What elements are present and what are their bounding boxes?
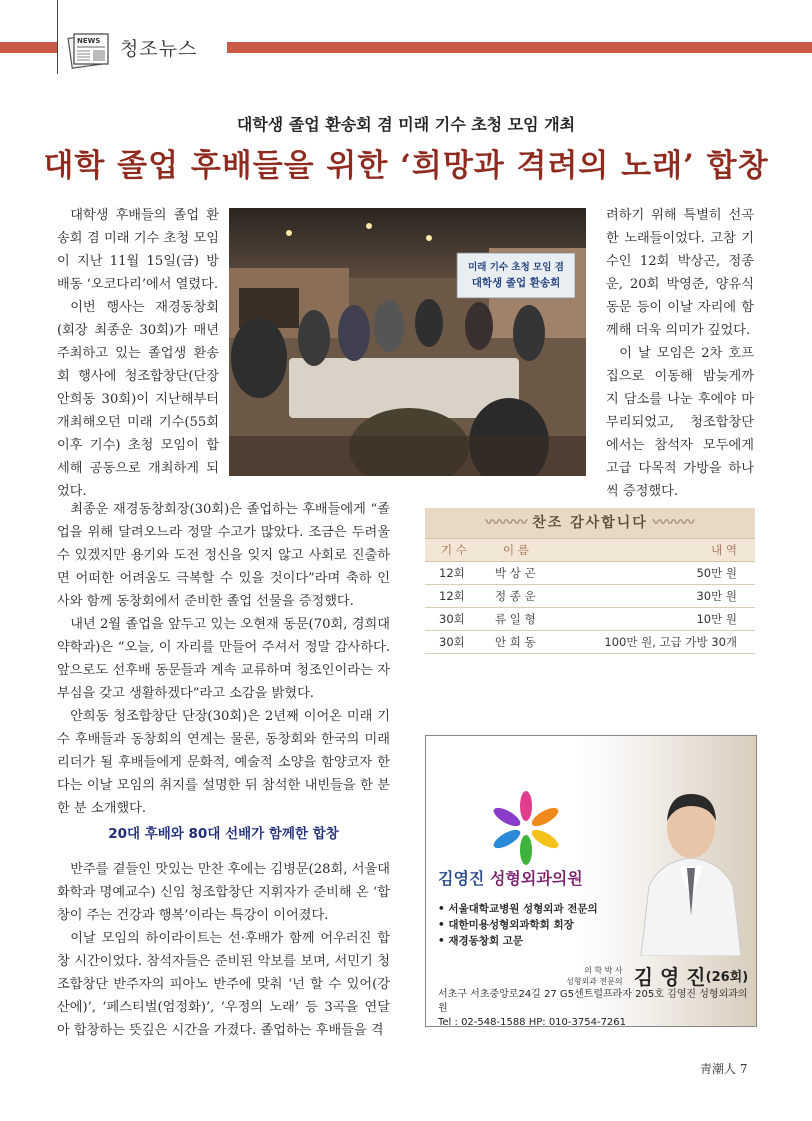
doctor-credentials <box>438 901 598 949</box>
donation-gisu: 30회 <box>439 635 465 649</box>
header-bar <box>227 42 812 53</box>
header-bar <box>0 42 57 53</box>
donation-name: 류 일 형 <box>495 612 536 626</box>
article-column-main <box>57 498 390 820</box>
donation-amount: 100만 원, 고급 가방 30개 <box>604 635 737 649</box>
doctor-portrait <box>631 766 751 956</box>
donation-table <box>425 508 755 654</box>
donation-row <box>425 631 755 654</box>
paragraph: 안희동 청조합창단 단장(30회)은 2년째 이어온 미래 기수 후배들과 동창회의 연계는 물론, 동창회와 한국의 미래 리더가 될 후배들에게 문화적, 예술적 소양을 함양코자 한다는 이날 모임의 취지를 설명한 뒤 참석한 내빈들을 한 분 한 분 소개했다. <box>57 709 390 816</box>
donation-gisu: 30회 <box>439 612 465 626</box>
paragraph: 이날 모임의 하이라이트는 선·후배가 함께 어우러진 합창 시간이었다. 참석자들은 준비된 악보를 보며, 서민기 청조합창단 반주자의 피아노 반주에 맞춰 ‘넌 할 수 있어(강산에)’, ‘페스티벌(엄정화)’, ‘우정의 노래’ 등 3곡을 연달아 합창하는 뜻깊은 시간을 가졌다. 졸업하는 후배들을 격 <box>57 931 390 1038</box>
article-subtitle: 대학생 졸업 환송회 겸 미래 기수 초청 모임 개최 <box>236 115 576 134</box>
credential-item: • 재경동창회 고문 <box>438 935 524 947</box>
paragraph: 최종운 재경동창회장(30회)은 졸업하는 후배들에게 “졸업을 위해 달려오느라 정말 수고가 많았다. 조금은 두려울 수 있겠지만 용기와 도전 정신을 잊지 않고 사회로 진출하면 어떠한 어려움도 극복할 수 있을 것이다”라며 축하 인사와 함께 동창회에서 준비한 졸업 선물을 증정했다. <box>57 502 390 609</box>
donation-row <box>425 585 755 608</box>
credential-item: • 대한미용성형외과학회 회장 <box>438 919 574 931</box>
donation-name: 박 상 곤 <box>495 566 536 580</box>
donation-row <box>425 608 755 631</box>
event-photo <box>229 208 586 476</box>
article-subheading: 20대 후배와 80대 선배가 함께한 합창 <box>108 826 339 842</box>
column-header-name: 이 름 <box>503 543 529 557</box>
donation-name: 안 희 동 <box>495 635 536 649</box>
paragraph: 려하기 위해 특별히 선곡한 노래들이었다. 고참 기수인 12회 박상곤, 정종운, 20회 박영준, 양유식 동문 등이 이날 자리에 함께해 더욱 의미가 깊었다. <box>606 208 754 338</box>
svg-text:NEWS: NEWS <box>77 37 101 45</box>
clinic-advertisement <box>425 735 757 1027</box>
photo-banner-line1: 미래 기수 초청 모임 겸 <box>468 262 564 273</box>
clinic-address: 서초구 서초중앙로24길 27 G5센트럴프라자 205호 김영진 성형외과의원 <box>438 989 748 1014</box>
donation-gisu: 12회 <box>439 566 465 580</box>
column-header-gisu: 기 수 <box>441 543 467 557</box>
paragraph: 이 날 모임은 2차 호프집으로 이동해 밤늦게까지 담소를 나눈 후에야 마무리되었고, 청조합창단에서는 참석자 모두에게 고급 다목적 가방을 하나씩 증정했다. <box>606 346 754 499</box>
doctor-name: 김 영 진 <box>633 965 706 989</box>
clinic-contact <box>438 988 756 1027</box>
donation-amount: 10만 원 <box>696 612 737 626</box>
photo-banner-line2: 대학생 졸업 환송회 <box>471 277 561 289</box>
paragraph: 내년 2월 졸업을 앞두고 있는 오현재 동문(70회, 경희대 약학과)은 “오늘, 이 자리를 만들어 주셔서 정말 감사하다. 앞으로도 선후배 동문들과 계속 교류하며 청조인이라는 자부심을 갖고 생활하겠다”라고 소감을 밝혔다. <box>57 617 390 701</box>
doctor-gisu: (26회) <box>705 970 749 985</box>
header-divider <box>57 0 58 74</box>
article-title: 대학 졸업 후배들을 위한 ‘희망과 격려의 노래’ 합창 <box>43 148 769 184</box>
section-label: 청조뉴스 <box>120 38 198 60</box>
column-header-amount: 내 역 <box>711 543 737 557</box>
donation-name: 정 종 운 <box>495 589 536 603</box>
clinic-name: 김영진 성형외과의원 <box>438 869 583 888</box>
article-column-left <box>57 204 219 503</box>
donation-column-headers <box>425 538 755 562</box>
donation-table-header <box>425 508 755 538</box>
article-column-right <box>606 204 754 503</box>
donation-gisu: 12회 <box>439 589 465 603</box>
clinic-phone: Tel : 02-548-1588 HP: 010-3754-7261 <box>438 1017 627 1027</box>
donation-amount: 30만 원 <box>696 589 737 603</box>
donation-table-title: 〰〰〰 찬조 감사합니다 〰〰〰 <box>485 515 695 531</box>
paragraph: 대학생 후배들의 졸업 환송회 겸 미래 기수 초청 모임이 지난 11월 15일(금) 방배동 ‘오코다리’에서 열렸다. <box>57 208 219 292</box>
page-number: 靑潮人 7 <box>700 1062 748 1076</box>
doctor-signature: 의 학 박 사 성형외과 전문의 김 영 진(26회) <box>566 965 749 989</box>
donation-amount: 50만 원 <box>696 566 737 580</box>
credential-item: • 서울대학교병원 성형외과 전문의 <box>438 903 598 915</box>
paragraph: 이번 행사는 재경동창회(회장 최종운 30회)가 매년 주최하고 있는 졸업생 환송회 행사에 청조합창단(단장 안희동 30회)이 지난해부터 개최해오던 미래 기수(55회 이후 기수) 초청 모임이 합세해 공동으로 개최하게 되었다. <box>57 300 219 499</box>
paragraph: 반주를 곁들인 맛있는 만찬 후에는 김병문(28회, 서울대 화학과 명예교수) 신임 청조합창단 지휘자가 준비해 온 ‘합창이 주는 건강과 행복’이라는 특강이 이어졌다. <box>57 862 390 923</box>
flower-logo-icon <box>486 788 566 868</box>
donation-row <box>425 562 755 585</box>
newspaper-icon <box>66 30 112 70</box>
article-column-bottom <box>57 858 390 1042</box>
